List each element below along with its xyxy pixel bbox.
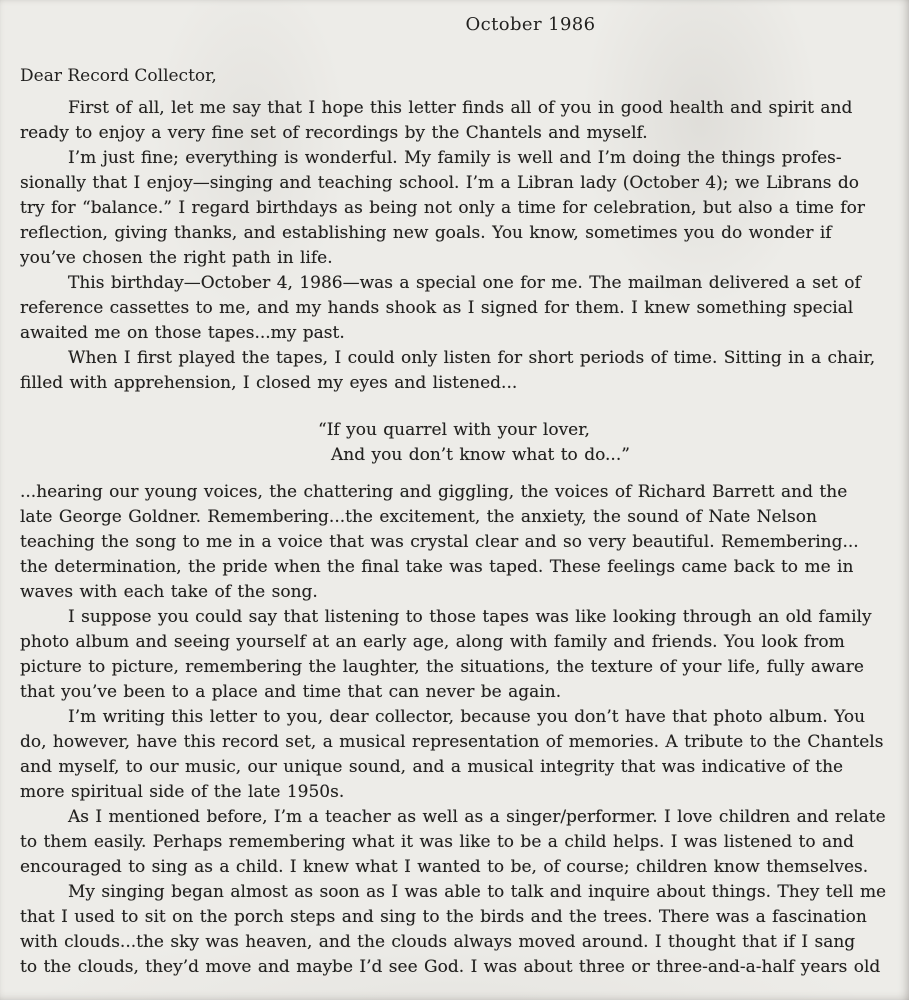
text-line: reflection, giving thanks, and establishing new goals. You know, sometimes you do wonder if <box>20 223 832 243</box>
paragraph-greeting <box>20 96 895 146</box>
text-line: awaited me on those tapes...my past. <box>20 323 345 343</box>
text-line: filled with apprehension, I closed my eyes and listened... <box>20 373 518 393</box>
text-line: When I first played the tapes, I could only listen for short periods of time. Sitting in a chair, <box>68 348 876 368</box>
text-line: the determination, the pride when the final take was taped. These feelings came back to me in <box>20 557 854 577</box>
text-line: As I mentioned before, I’m a teacher as well as a singer/performer. I love children and relate <box>68 807 886 827</box>
paragraph-just-fine <box>20 146 895 271</box>
paragraph-singing-began <box>20 880 895 980</box>
paragraph-hearing-voices <box>20 480 895 605</box>
text-line: do, however, have this record set, a musical representation of memories. A tribute to the Chantels <box>20 732 884 752</box>
text-line: waves with each take of the song. <box>20 582 318 602</box>
text-line: And you don’t know what to do...” <box>331 445 630 465</box>
text-line: ready to enjoy a very fine set of recordings by the Chantels and myself. <box>20 123 648 143</box>
paragraph-birthday <box>20 271 895 346</box>
text-line: try for “balance.” I regard birthdays as being not only a time for celebration, but also a time for <box>20 198 865 218</box>
text-line: you’ve chosen the right path in life. <box>20 248 333 268</box>
text-line: “If you quarrel with your lover, <box>318 420 590 440</box>
paragraph-photo-album <box>20 605 895 705</box>
text-line: teaching the song to me in a voice that was crystal clear and so very beautiful. Remembering... <box>20 532 859 552</box>
text-line: reference cassettes to me, and my hands shook as I signed for them. I knew something special <box>20 298 854 318</box>
text-line: with clouds...the sky was heaven, and the clouds always moved around. I thought that if I sang <box>20 932 856 952</box>
salutation: Dear Record Collector, <box>20 66 217 86</box>
text-line: sionally that I enjoy—singing and teaching school. I’m a Libran lady (October 4); we Librans do <box>20 173 860 193</box>
text-line: First of all, let me say that I hope this letter finds all of you in good health and spirit and <box>68 98 853 118</box>
text-line: and myself, to our music, our unique sound, and a musical integrity that was indicative of the <box>20 757 844 777</box>
letter-date: October 1986 <box>465 14 596 35</box>
paragraph-writing-letter <box>20 705 895 805</box>
paragraph-teacher <box>20 805 895 880</box>
text-line: photo album and seeing yourself at an early age, along with family and friends. You look from <box>20 632 845 652</box>
text-line: I’m just fine; everything is wonderful. My family is well and I’m doing the things profes- <box>68 148 842 168</box>
text-line: to the clouds, they’d move and maybe I’d see God. I was about three or three-and-a-half years old <box>20 957 881 977</box>
text-line: late George Goldner. Remembering...the excitement, the anxiety, the sound of Nate Nelson <box>20 507 817 527</box>
paragraph-first-played <box>20 346 895 396</box>
text-line: more spiritual side of the late 1950s. <box>20 782 345 802</box>
text-line: picture to picture, remembering the laughter, the situations, the texture of your life, fully aware <box>20 657 864 677</box>
text-line: I’m writing this letter to you, dear collector, because you don’t have that photo album. You <box>68 707 866 727</box>
text-line: encouraged to sing as a child. I knew what I wanted to be, of course; children know themselves. <box>20 857 869 877</box>
text-line: to them easily. Perhaps remembering what it was like to be a child helps. I was listened to and <box>20 832 854 852</box>
text-line: My singing began almost as soon as I was able to talk and inquire about things. They tell me <box>68 882 887 902</box>
text-line: This birthday—October 4, 1986—was a special one for me. The mailman delivered a set of <box>68 273 861 293</box>
text-line: that you’ve been to a place and time that can never be again. <box>20 682 562 702</box>
text-line: ...hearing our young voices, the chattering and giggling, the voices of Richard Barrett and the <box>20 482 848 502</box>
song-quote <box>318 418 895 468</box>
text-line: I suppose you could say that listening to those tapes was like looking through an old family <box>68 607 872 627</box>
text-line: that I used to sit on the porch steps and sing to the birds and the trees. There was a fascination <box>20 907 867 927</box>
